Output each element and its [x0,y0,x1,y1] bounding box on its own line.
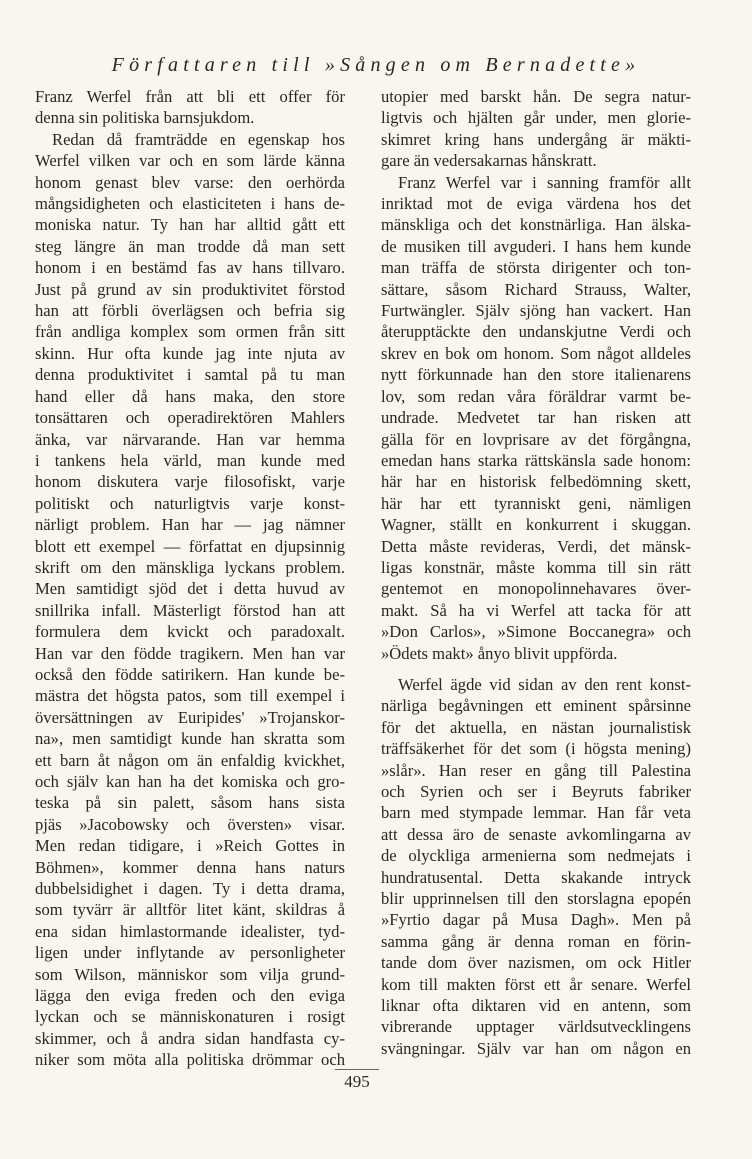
text-line: översättningen av Euripides' »Trojanskor- [35,707,345,727]
text-line: dubbelsidighet i dagen. Ty i detta drama, [35,879,345,899]
text-line: gälla för en lovprisare av det förgångna, [381,429,691,449]
text-line: teska på sin palett, såsom hans sista [35,793,345,813]
text-line: formulera dem kvickt och paradoxalt. [35,622,345,642]
text-line: liknar ofta diktaren vid en antenn, som [381,996,691,1016]
text-line: Detta måste revideras, Verdi, det mänsk- [381,536,691,556]
text-line: samma gång är denna roman en förin- [381,931,691,951]
text-line: emedan hans starka rättskänsla sade honom: [381,450,691,470]
text-line: för det aktuella, en nästan journalistisk [381,717,691,737]
text-line: lägga den eviga freden och den eviga [35,986,345,1006]
text-line: i tankens hela värld, man kunde med [35,450,345,470]
text-line: de olyckliga armenierna som nedmejats i [381,846,691,866]
text-line: att dessa äro de senaste avkomlingarna av [381,824,691,844]
text-line: denna sin politiska barnsjukdom. [35,108,255,128]
left-column [35,86,345,1071]
text-line: niker som möta alla politiska drömmar och [35,1050,345,1070]
text-line: politiskt och naturligtvis varje konst- [35,493,345,513]
text-line: skrev en bok om honom. Som något alldeles [381,343,691,363]
text-line: barn med stympade lemmar. Han får veta [381,803,691,823]
text-line: skinn. Hur ofta kunde jag inte njuta av [35,343,345,363]
text-line: pjäs »Jacobowsky och översten» visar. [35,814,345,834]
text-line: ligas konstnär, måste komma till sin rätt [381,557,691,577]
text-line: hand eller då hans maka, den store [35,386,345,406]
text-line: snillrika infall. Mästerligt förstod han att [35,600,345,620]
text-line: »Don Carlos», »Simone Boccanegra» och [381,622,691,642]
text-line: Werfel vilken var och en som lärde känna [35,151,345,171]
text-line: också den födde satirikern. Han kunde be- [35,664,345,684]
text-line: mångsidigheten och elasticiteten i hans de- [35,194,345,214]
text-line: nytt förkunnade han den store italienarens [381,365,691,385]
text-line: denna produktivitet i samtal på tu man [35,365,345,385]
text-line: steg längre än man trodde då man sett [35,236,345,256]
text-line: de musiken till avguderi. I hans hem kunde [381,236,691,256]
text-line: »slår». Han reser en gång till Palestina [381,760,691,780]
text-line: sättare, såsom Richard Strauss, Walter, [381,279,691,299]
text-line: skimmer, och å andra sidan handfasta cy- [35,1028,345,1048]
text-line: utopier med barskt hån. De segra natur- [381,87,691,106]
text-line: Werfel ägde vid sidan av den rent konst- [398,674,691,694]
text-line: hundratusental. Detta skakande intryck [381,867,691,887]
text-line: moniska natur. Ty han har alltid gått ett [35,215,345,235]
text-line: vibrerande upptager världsutvecklingens [381,1017,691,1037]
text-line: ligen under inflytande av personligheter [35,943,345,963]
page-title: Författaren till »Sången om Bernadette» [111,54,641,76]
text-line: kom till makten först ett år senare. Werfel [381,974,691,994]
text-line: träffsäkerhet för det som (i högsta mening) [381,739,691,759]
text-line: tande dom över nazismen, om ock Hitler [381,953,691,973]
text-line: »Ödets makt» ånyo blivit uppförda. [381,643,618,663]
text-line: från andliga komplex som ormen från sitt [35,322,345,342]
text-line: gare än vedersakarnas hånskratt. [381,151,597,171]
text-line: Men redan tidigare, i »Reich Gottes in [35,836,345,856]
text-line: mästra det högsta patos, som till exempel i [35,686,345,706]
text-line: undrade. Medvetet tar han risken att [381,408,691,428]
text-line: gentemot en monopolinnehavares över- [381,579,691,599]
right-column [381,86,691,1059]
text-line: som tyvärr är alltför litet känt, skildras å [35,900,345,920]
text-line: Furtwängler. Själv sjöng han vackert. Han [381,301,691,321]
text-line: lov, som redan våra föräldrar varmt be- [381,386,691,406]
text-line: ett barn åt någon om än enfaldig kvickhet, [35,750,345,770]
text-line: blir upprinnelsen till den storslagna epopén [381,889,691,909]
page-number-rule [335,1069,379,1070]
text-line: tonsättaren och operadirektören Mahlers [35,408,345,428]
text-line: Böhmen», kommer denna hans naturs [35,857,345,877]
text-line: han att förbli överlägsen och befria sig [35,301,345,321]
text-line: skrift om den mänskliga lyckans problem. [35,557,345,577]
text-line: närligt problem. Han har — jag nämner [35,515,345,535]
text-line: som Wilson, människor som vilja grund- [35,964,345,984]
text-line: Men samtidigt sjöd det i detta huvud av [35,579,345,599]
text-line: Franz Werfel var i sanning framför allt [398,172,691,192]
text-line: här har en historisk felbedömning skett, [381,472,691,492]
text-line: skimret kring hans undergång är mäkti- [381,129,691,149]
text-line: änka, var närvarande. Han var hemma [35,429,345,449]
text-line: ena sidan himlastormande idealister, tyd- [35,921,345,941]
text-line: honom genast blev varse: den oerhörda [35,172,345,192]
text-line: »Fyrtio dagar på Musa Dagh». Men på [381,910,691,930]
text-line: inriktad mot de eviga värdena hos det [381,194,691,214]
text-line: återupptäckte den undanskjutne Verdi och [381,322,691,342]
page-number: 495 [344,1072,370,1091]
text-line: här har ett tyranniskt geni, nämligen [381,493,691,513]
text-line: och Syrien och ser i Beyruts fabriker [381,782,691,801]
text-line: makt. Så ha vi Werfel att tacka för att [381,600,691,620]
text-line: Redan då framträdde en egenskap hos [52,129,345,149]
text-line: svängningar. Själv var han om någon en [381,1038,691,1058]
text-line: närliga begåvningen ett eminent spårsinne [381,696,691,716]
text-line: mänskliga och det konstnärliga. Han älska- [381,215,691,235]
text-line: honom i en bestämd fas av hans tillvaro. [35,258,345,278]
text-line: honom diskutera varje filosofiskt, varje [35,472,345,492]
text-line: na», men samtidigt kunde han skratta som [35,729,345,749]
text-line: Han var den födde tragikern. Men han var [35,643,345,663]
text-line: man träffa de största dirigenter och ton- [381,258,691,278]
text-line: blott ett exempel — författat en djupsinnig [35,536,345,556]
text-line: ligtvis och hjälten går under, men glorie- [381,108,691,128]
text-line: Franz Werfel från att bli ett offer för [35,87,345,106]
text-line: Wagner, ställt en konkurrent i skuggan. [381,515,691,535]
text-line: lyckan och se människonaturen i rosigt [35,1007,345,1027]
text-line: och själv kan han ha det komiska och gro- [35,772,345,791]
text-line: Just på grund av sin produktivitet förstod [35,279,345,299]
paragraph-gap [381,664,691,674]
